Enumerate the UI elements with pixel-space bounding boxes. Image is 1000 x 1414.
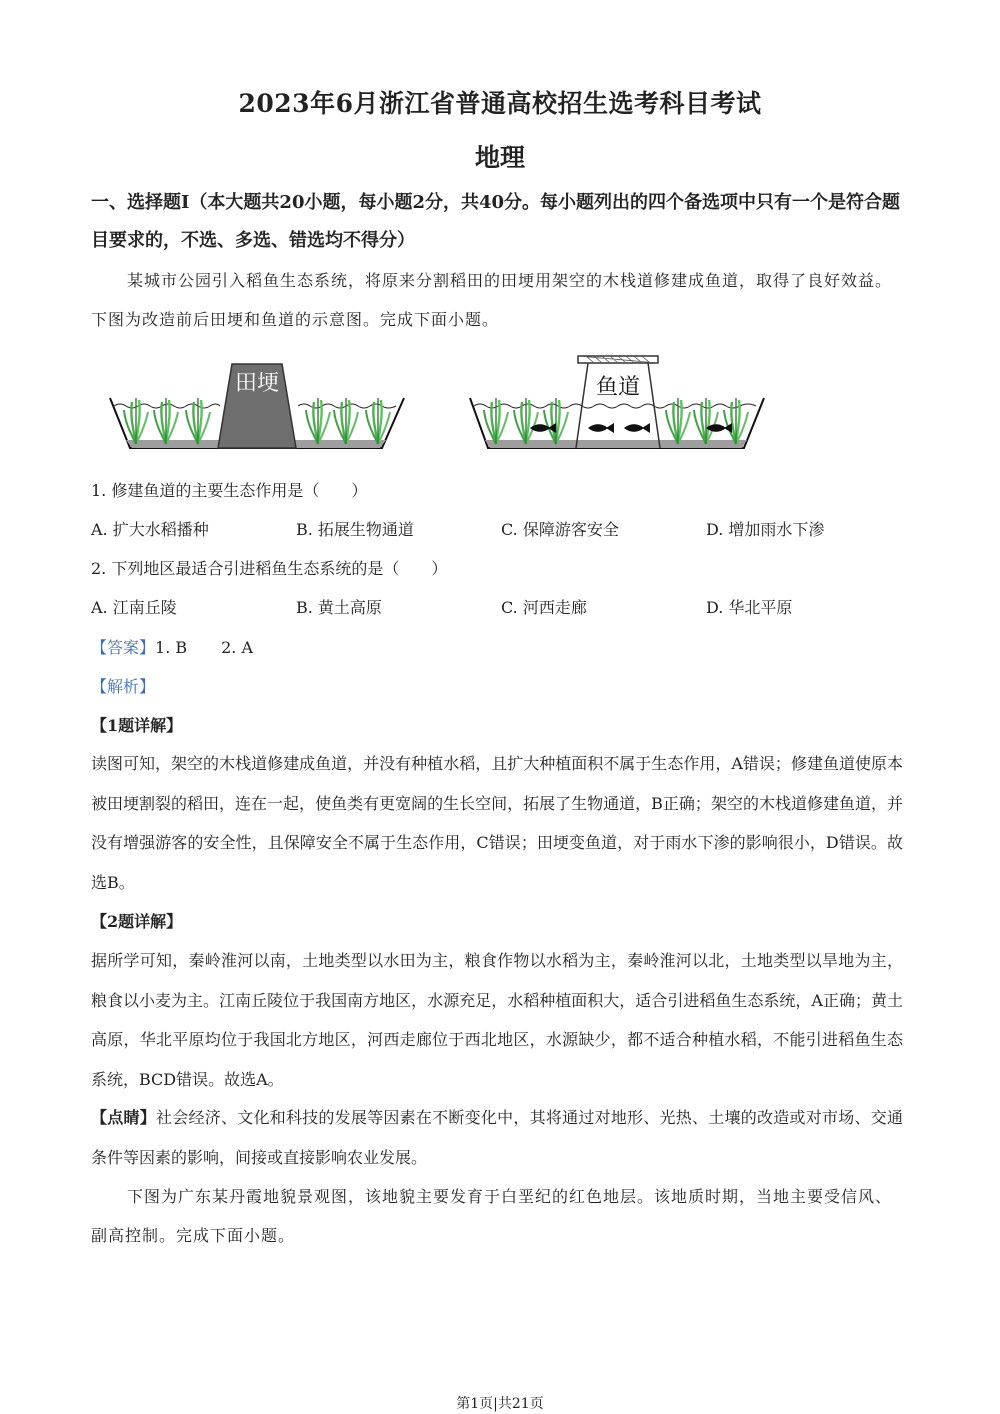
- tip-text: 社会经济、文化和科技的发展等因素在不断变化中，其将通过对地形、光热、土壤的改造或对市场、交通条件等因素的影响，间接或直接影响农业发展。: [91, 1108, 903, 1167]
- q1-analysis-text: 读图可知，架空的木栈道修建成鱼道，并没有种植水稻，且扩大种植面积不属于生态作用，A错误；修建鱼道使原本被田埂割裂的稻田，连在一起，使鱼类有更宽阔的生长空间，拓展了生物通道，B正确；架空的木栈道修建鱼道，并没有增强游客的安全性，且保障安全不属于生态作用，C错误；田埂变鱼道，对于雨水下渗的影响很小，D错误。故选B。: [91, 754, 903, 892]
- q2-option-c: C. 河西走廊: [501, 598, 587, 617]
- exam-title: 2023年6月浙江省普通高校招生选考科目考试: [238, 89, 762, 118]
- q1-option-b: B. 拓展生物通道: [296, 520, 414, 539]
- label-fish-way: 鱼道: [595, 375, 641, 400]
- section-heading: 一、选择题Ⅰ（本大题共20小题，每小题2分，共40分。每小题列出的四个备选项中只有一个是符合题目要求的，不选、多选、错选均不得分）: [91, 192, 901, 251]
- q1-option-c: C. 保障游客安全: [501, 520, 619, 539]
- q2-option-a: A. 江南丘陵: [91, 598, 177, 617]
- answer-tag: 【答案】: [91, 638, 156, 657]
- q1-option-d: D. 增加雨水下渗: [706, 520, 825, 539]
- passage-2: 下图为广东某丹霞地貌景观图，该地貌主要发育于白垩纪的红色地层。该地质时期，当地主要受信风、副高控制。完成下面小题。: [91, 1187, 893, 1245]
- q1-option-a: A. 扩大水稻播种: [91, 520, 209, 539]
- page-footer: 第1页|共21页: [456, 1396, 544, 1412]
- question-1-stem: 1. 修建鱼道的主要生态作用是（ ）: [91, 481, 368, 500]
- passage-1: 某城市公园引入稻鱼生态系统，将原来分割稻田的田埂用架空的木栈道修建成鱼道，取得了良好效益。下图为改造前后田埂和鱼道的示意图。完成下面小题。: [91, 271, 893, 329]
- q1-analysis-heading: 【1题详解】: [91, 716, 183, 735]
- q2-analysis-text: 据所学可知，秦岭淮河以南，土地类型以水田为主，粮食作物以水稻为主，秦岭淮河以北，土地类型以旱地为主，粮食以小麦为主。江南丘陵位于我国南方地区，水源充足，水稻种植面积大，适合引进稻鱼生态系统，A正确；黄土高原，华北平原均位于我国北方地区，河西走廊位于西北地区，水源缺少，都不适合种植水稻，不能引进稻鱼生态系统，BCD错误。故选A。: [91, 951, 903, 1089]
- answer-1: 1. B: [155, 638, 188, 657]
- label-field-ridge: 田埂: [234, 371, 280, 396]
- field-after: [470, 356, 764, 448]
- tip-tag: 【点睛】: [91, 1108, 156, 1127]
- question-2-stem: 2. 下列地区最适合引进稻鱼生态系统的是（ ）: [91, 559, 448, 578]
- answer-2: 2. A: [221, 638, 254, 657]
- q2-analysis-heading: 【2题详解】: [91, 912, 183, 931]
- answer-line: [91, 636, 253, 660]
- tip-paragraph: [91, 1098, 903, 1177]
- analysis-tag: 【解析】: [91, 677, 156, 696]
- q2-option-d: D. 华北平原: [706, 598, 793, 617]
- field-before: [110, 364, 404, 448]
- rice-fish-diagram: [100, 350, 780, 460]
- q2-option-b: B. 黄土高原: [296, 598, 382, 617]
- subject-title: 地理: [474, 143, 525, 172]
